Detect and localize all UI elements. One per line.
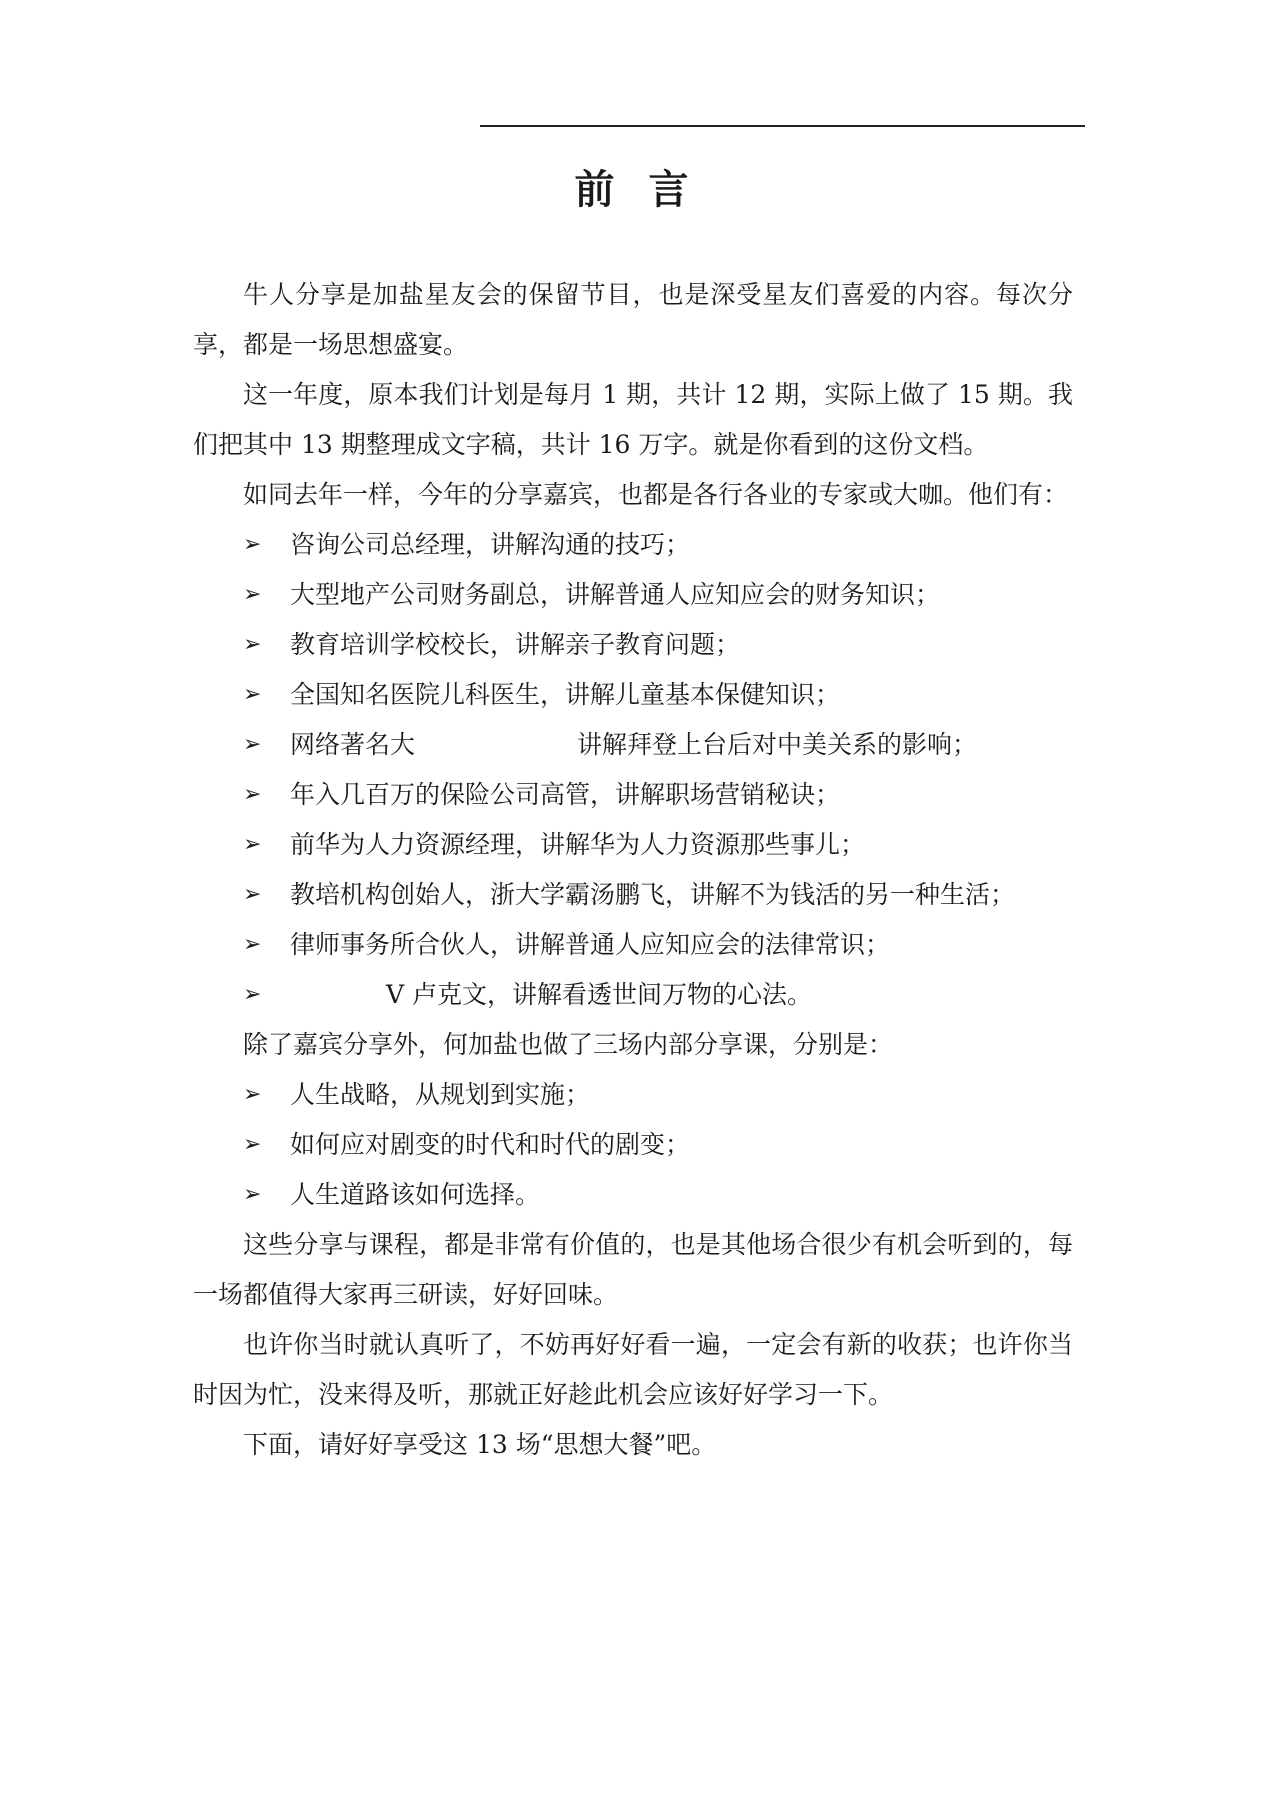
paragraph-year-summary: 这一年度，原本我们计划是每月 1 期，共计 12 期，实际上做了 15 期。我们把其中 13 期整理成文字稿，共计 16 万字。就是你看到的这份文档。 bbox=[193, 380, 1073, 459]
list-item-text: 网络著名大 bbox=[290, 730, 416, 759]
arrow-bullet-icon: ➢ bbox=[243, 1182, 262, 1207]
page-title: 前 言 bbox=[574, 167, 699, 213]
paragraph-intro: 牛人分享是加盐星友会的保留节目，也是深受星友们喜爱的内容。每次分享，都是一场思想盛宴。 bbox=[193, 280, 1073, 359]
arrow-bullet-icon: ➢ bbox=[243, 1132, 262, 1157]
arrow-bullet-icon: ➢ bbox=[243, 832, 262, 857]
list-item-text: V 卢克文，讲解看透世间万物的心法。 bbox=[386, 980, 813, 1009]
arrow-bullet-icon: ➢ bbox=[243, 632, 262, 657]
list-item-text: 讲解拜登上台后对中美关系的影响； bbox=[577, 730, 978, 759]
arrow-bullet-icon: ➢ bbox=[243, 582, 262, 607]
document-body bbox=[193, 270, 1073, 1470]
arrow-bullet-icon: ➢ bbox=[243, 932, 262, 957]
list-item-text: 人生道路该如何选择。 bbox=[290, 1180, 541, 1209]
list-item-text: 咨询公司总经理，讲解沟通的技巧； bbox=[290, 530, 691, 559]
arrow-bullet-icon: ➢ bbox=[243, 1082, 262, 1107]
paragraph-review: 也许你当时就认真听了，不妨再好好看一遍，一定会有新的收获；也许你当时因为忙，没来得及听，那就正好趁此机会应该好好学习一下。 bbox=[193, 1330, 1073, 1409]
list-item-text: 如何应对剧变的时代和时代的剧变； bbox=[290, 1130, 691, 1159]
paragraph-value: 这些分享与课程，都是非常有价值的，也是其他场合很少有机会听到的，每一场都值得大家再三研读，好好回味。 bbox=[193, 1230, 1073, 1309]
list-item-text: 大型地产公司财务副总，讲解普通人应知应会的财务知识； bbox=[290, 580, 941, 609]
guest-list bbox=[193, 520, 1073, 1020]
arrow-bullet-icon: ➢ bbox=[243, 682, 262, 707]
list-item bbox=[193, 920, 1073, 970]
list-item-text: 年入几百万的保险公司高管，讲解职场营销秘诀； bbox=[290, 780, 841, 809]
list-item bbox=[193, 970, 1073, 1020]
list-item bbox=[193, 720, 1073, 770]
arrow-bullet-icon: ➢ bbox=[243, 882, 262, 907]
arrow-bullet-icon: ➢ bbox=[243, 532, 262, 557]
paragraph-guests-intro: 如同去年一样，今年的分享嘉宾，也都是各行各业的专家或大咖。他们有： bbox=[243, 480, 1069, 509]
list-item bbox=[193, 570, 1073, 620]
list-item bbox=[193, 620, 1073, 670]
list-item bbox=[193, 670, 1073, 720]
list-item-text: 全国知名医院儿科医生，讲解儿童基本保健知识； bbox=[290, 680, 841, 709]
list-item bbox=[193, 1170, 1073, 1220]
arrow-bullet-icon: ➢ bbox=[243, 732, 262, 757]
list-item bbox=[193, 520, 1073, 570]
paragraph-courses-intro: 除了嘉宾分享外，何加盐也做了三场内部分享课，分别是： bbox=[243, 1030, 894, 1059]
header-rule bbox=[480, 125, 1085, 127]
paragraph-closing: 下面，请好好享受这 13 场“思想大餐”吧。 bbox=[243, 1430, 717, 1459]
list-item bbox=[193, 770, 1073, 820]
list-item-text: 教育培训学校校长，讲解亲子教育问题； bbox=[290, 630, 741, 659]
list-item bbox=[193, 870, 1073, 920]
list-item-text: 前华为人力资源经理，讲解华为人力资源那些事儿； bbox=[290, 830, 866, 859]
list-item bbox=[193, 1120, 1073, 1170]
list-item bbox=[193, 1070, 1073, 1120]
arrow-bullet-icon: ➢ bbox=[243, 782, 262, 807]
list-item-text: 教培机构创始人，浙大学霸汤鹏飞，讲解不为钱活的另一种生活； bbox=[290, 880, 1016, 909]
course-list bbox=[193, 1070, 1073, 1220]
list-item-text: 律师事务所合伙人，讲解普通人应知应会的法律常识； bbox=[290, 930, 891, 959]
list-item-text: 人生战略，从规划到实施； bbox=[290, 1080, 591, 1109]
list-item bbox=[193, 820, 1073, 870]
arrow-bullet-icon: ➢ bbox=[243, 982, 262, 1007]
